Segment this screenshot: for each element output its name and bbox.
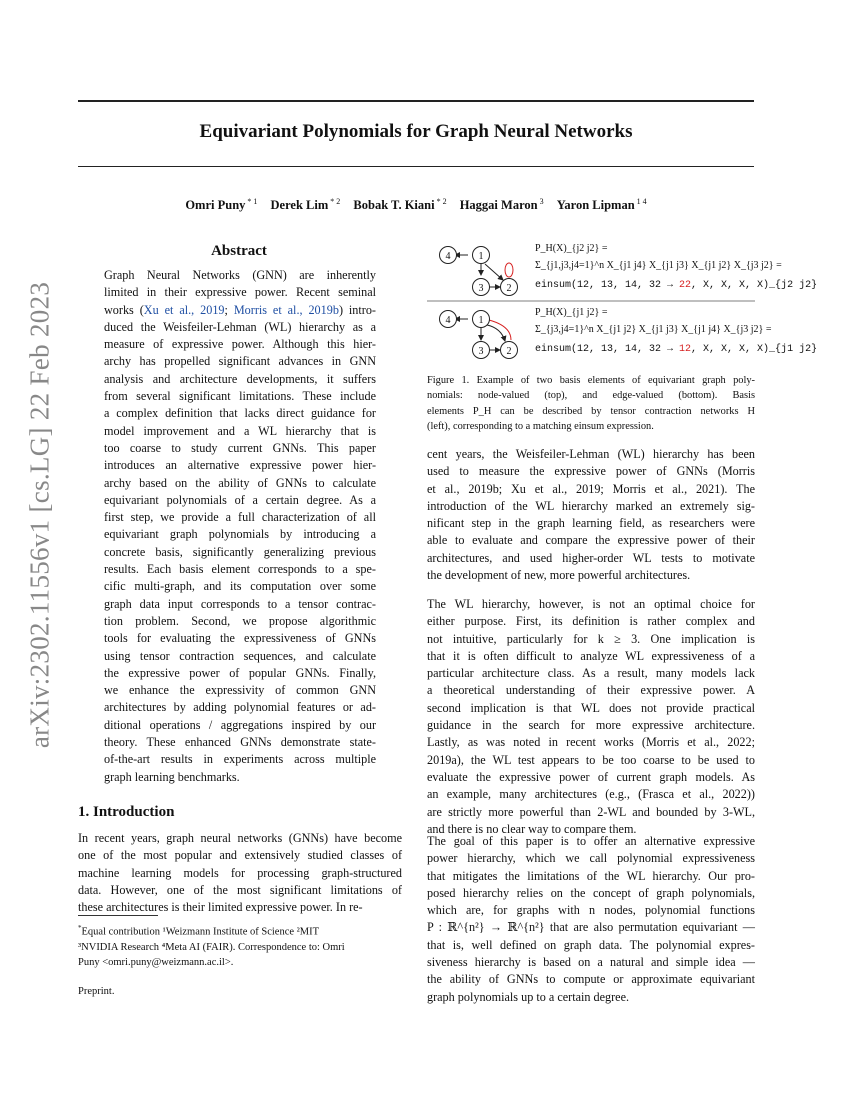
text-line: Graph Neural Networks (GNN) are inherently xyxy=(104,268,376,282)
text-line: nificant step in the graph learning field, as researchers were xyxy=(427,516,755,531)
text-line: a theoretical understanding of their expressive power. A xyxy=(427,683,755,698)
text-line: elements P_H can be described by tensor contraction networks H xyxy=(427,405,755,417)
text-line: machine learning models for processing graph-structured xyxy=(78,865,402,880)
text-line: introduces an alternative expressive power hier- xyxy=(104,458,376,473)
node-label: 4 xyxy=(445,315,451,326)
text-line: theory. These enhanced GNNs demonstrate state- xyxy=(104,735,376,750)
text-line: that mitigates the limitations of the WL hierarchy. Our pro- xyxy=(427,868,755,883)
self-loop-edge xyxy=(505,263,513,277)
text-line: guidance in the search for more expressive architecture. xyxy=(427,718,755,733)
text-line: cent years, the Weisfeiler-Lehman (WL) hierarchy has been xyxy=(427,447,755,461)
author: Haggai Maron $^3$ xyxy=(459,197,544,213)
author: Omri Puny $^{* 1}$ xyxy=(185,197,258,213)
text-line: these architectures is their limited expressive power. In re- xyxy=(78,900,363,915)
text-line: In recent years, graph neural networks (GNNs) have become xyxy=(78,831,402,845)
intro-paragraph xyxy=(78,830,402,916)
text-line: Lastly, as was noted in recent works (Morris et al., 2022; xyxy=(427,735,755,750)
text-line: evaluate the expressive power of current graph models. As xyxy=(427,769,755,784)
text-line: power hierarchy, which we call polynomial expressiveness xyxy=(427,851,755,866)
text-line: ditional operations / aggregations inspired by our xyxy=(104,717,376,732)
node-label: 3 xyxy=(478,283,484,294)
author: Bobak T. Kiani $^{* 2}$ xyxy=(353,197,447,213)
text-line: tools for evaluating the expressiveness of GNNs xyxy=(104,631,376,646)
equation-top-line1: P_H(X)_{j2 j2} = xyxy=(535,243,608,254)
text-line: equivariant polynomials of a certain degree. As a xyxy=(104,492,376,507)
text-line: which are, for graphs with n nodes, polynomial functions xyxy=(427,903,755,918)
text-line: P : ℝ^{n²} → ℝ^{n²} that are also permutation equivariant — xyxy=(427,920,755,935)
edge xyxy=(485,264,503,280)
text-line: archy has propelled significant advances in GNN xyxy=(104,354,376,369)
abstract-body xyxy=(104,267,376,786)
equation-bottom-line2: Σ_{j3,j4=1}^n X_{j1 j2} X_{j1 j3} X_{j1 j4} X_{j3 j2} = xyxy=(535,324,772,335)
text-line: of-the-art results in experiments across multiple xyxy=(104,752,376,767)
text-line: cific multi-graph, and its computation over some xyxy=(104,579,376,594)
text-line: works (Xu et al., 2019; Morris et al., 2019b) intro- xyxy=(104,302,376,317)
text-line: particular architecture class. As a result, many models lack xyxy=(427,666,755,681)
node-label: 1 xyxy=(478,251,484,262)
figure-1-caption xyxy=(427,373,755,434)
preprint-note: Preprint. xyxy=(78,986,115,997)
title-bottom-rule xyxy=(78,166,754,167)
text-line: are strictly more powerful than 2-WL and bounded by 3-WL, xyxy=(427,804,755,819)
node-label: 4 xyxy=(445,251,451,262)
title-top-rule xyxy=(78,100,754,102)
author: Derek Lim $^{* 2}$ xyxy=(270,197,341,213)
text-line: tion problem. Second, we propose algorithmic xyxy=(104,613,376,628)
text-line: an example, many architectures (e.g., (Frasca et al., 2022)) xyxy=(427,787,755,802)
text-line: the expressive power of popular GNNs. Finally, xyxy=(104,665,376,680)
text-line: concrete basis, significantly generalizing previous xyxy=(104,544,376,559)
section-heading-introduction: 1. Introduction xyxy=(78,804,175,820)
text-line: the ability of GNNs to compute or approximate equivariant xyxy=(427,972,755,987)
einsum-bottom: einsum(12, 13, 14, 32 → 12, X, X, X, X)_{j1 j2} xyxy=(535,344,818,355)
abstract-heading: Abstract xyxy=(211,243,267,259)
text-line: limited in their expressive power. Recent seminal xyxy=(104,285,376,300)
text-line: et al., 2019b; Xu et al., 2019; Morris et al., 2021). The xyxy=(427,481,755,496)
equation-top-line2: Σ_{j1,j3,j4=1}^n X_{j1 j4} X_{j1 j3} X_{j1 j2} X_{j3 j2} = xyxy=(535,260,782,271)
text-line: posed hierarchy relies on the concept of graph polynomials, xyxy=(427,885,755,900)
figure-1 xyxy=(427,240,818,368)
text-line: siveness hierarchy is based on a natural and simple idea — xyxy=(427,955,755,970)
text-line: not intuitive, particularly for k ≥ 3. One implication is xyxy=(427,631,755,646)
text-line: graph data input corresponds to a tensor contrac- xyxy=(104,596,376,611)
equation-bottom-line1: P_H(X)_{j1 j2} = xyxy=(535,307,608,318)
author: Yaron Lipman $^{1 4}$ xyxy=(556,197,647,213)
text-line: either purpose. First, its definition is rather complex and xyxy=(427,614,755,629)
citation-link[interactable]: Xu et al., 2019 xyxy=(143,302,225,317)
text-line: Figure 1. Example of two basis elements of equivariant graph poly- xyxy=(427,375,755,386)
text-line: used to measure the expressive power of GNNs (Morris xyxy=(427,464,755,479)
right-paragraph-1 xyxy=(427,446,755,584)
right-paragraph-2 xyxy=(427,596,755,838)
text-line: introduction of the WL hierarchy marked an extremely sig- xyxy=(427,498,755,513)
node-label: 3 xyxy=(478,346,484,357)
text-line: that it is often difficult to analyze WL expressiveness of a xyxy=(427,648,755,663)
text-line: able to evaluate and compare the expressive power of their xyxy=(427,533,755,548)
einsum-top: einsum(12, 13, 14, 32 → 22, X, X, X, X)_{j2 j2} xyxy=(535,280,818,291)
text-line: equivariant graph polynomials by introducing a xyxy=(104,527,376,542)
text-line: results. Each basis element corresponds to a spe- xyxy=(104,562,376,577)
text-line: The WL hierarchy, however, is not an optimal choice for xyxy=(427,597,755,611)
text-line: second implication is that WL does not provide practical xyxy=(427,700,755,715)
node-label: 2 xyxy=(506,283,512,294)
text-line: measure of expressive power. Although this hier- xyxy=(104,337,376,352)
text-line: archy based on the ability of GNNs to calculate xyxy=(104,475,376,490)
text-line: 2019a), the WL test appears to be too coarse to be used to xyxy=(427,752,755,767)
text-line: too coarse to study current GNNs. This paper xyxy=(104,440,376,455)
text-line: and there is no clear way to compare them. xyxy=(427,821,637,836)
footnote-rule xyxy=(78,915,158,916)
text-line: (left), corresponding to a matching einsum expression. xyxy=(427,420,654,432)
highlighted-edge xyxy=(489,320,511,340)
author-list xyxy=(78,197,754,213)
text-line: that is, well defined on graph data. The polynomial expres- xyxy=(427,937,755,952)
text-line: graph polynomials up to a certain degree. xyxy=(427,989,630,1004)
text-line: data. However, one of the most significant limitations of xyxy=(78,882,402,897)
text-line: first step, we provide a full characterization of all xyxy=(104,510,376,525)
text-line: a complex definition that lacks direct guidance for xyxy=(104,406,376,421)
paper-title: Equivariant Polynomials for Graph Neural Networks xyxy=(199,121,633,142)
node-label: 2 xyxy=(506,346,512,357)
edge xyxy=(487,325,505,341)
right-paragraph-3 xyxy=(427,833,755,1006)
text-line: graph learning benchmarks. xyxy=(104,769,240,784)
arxiv-id: arXiv:2302.11556v1 [cs.LG] 22 Feb 2023 xyxy=(24,281,55,749)
text-line: the development of new, more powerful architectures. xyxy=(427,568,691,583)
node-label: 1 xyxy=(478,315,484,326)
text-line: one of the most popular and extensively studied classes of xyxy=(78,848,402,863)
arxiv-sidebar-stamp xyxy=(20,281,60,749)
text-line: we enhance the expressivity of common GNN xyxy=(104,683,376,698)
citation-link[interactable]: Morris et al., 2019b xyxy=(233,302,339,317)
text-line: architectures, and used higher-order WL tests to motivate xyxy=(427,550,755,565)
text-line: using tensor contraction sequences, and calculate xyxy=(104,648,376,663)
text-line: from several significant limitations. These include xyxy=(104,389,376,404)
affiliation-footnote: *Equal contribution ¹Weizmann Institute of Science ²MIT ³NVIDIA Research ⁴Meta AI (FAIR). Correspondence to: Omri Puny <omri.puny@weizmann.ac.il>. xyxy=(78,924,345,968)
text-line: model improvement and a WL hierarchy that is xyxy=(104,423,376,438)
text-line: duced the Weisfeiler-Lehman (WL) hierarchy as a xyxy=(104,319,376,334)
text-line: The goal of this paper is to offer an alternative expressive xyxy=(427,834,755,848)
text-line: architectures by adding polynomial features or ad- xyxy=(104,700,376,715)
text-line: nomials: node-valued (top), and edge-valued (bottom). Basis xyxy=(427,390,755,402)
text-line: analysis and architecture developments, it suffers xyxy=(104,371,376,386)
